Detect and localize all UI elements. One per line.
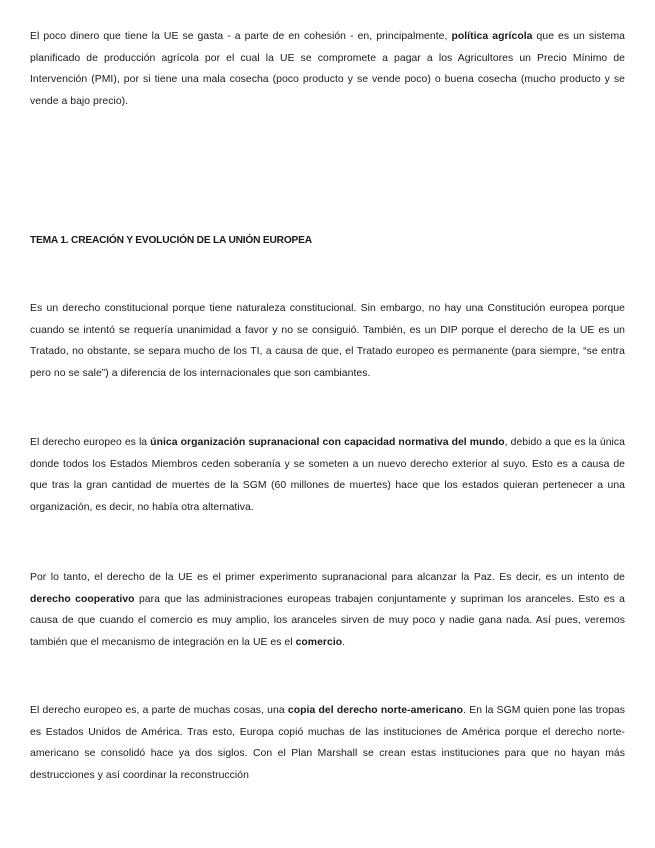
text-segment: . [342,636,346,648]
text-segment: que es un sistema planificado de producción agrícola por el cual la UE se compromete a pagar a los Agricultores un Precio Mínimo de Intervención (PMI), por si tiene una mala cosecha (poco producto y se vende poco) o buena cosecha (mucho producto y se vende a bajo precio). [30,31,625,107]
text-segment: El derecho europeo es la [30,437,151,448]
bold-term-unica-organizacion: única organización supranacional con capacidad normativa del mundo [150,437,505,448]
paragraph-copia-derecho-norteamericano [30,700,625,786]
bold-term-copia-derecho: copia del derecho norte-americano [287,705,464,716]
paragraph-politica-agricola [30,26,625,112]
paragraph-organizacion-supranacional [30,432,625,518]
bold-term-comercio: comercio [295,636,343,648]
section-heading: TEMA 1. CREACIÓN Y EVOLUCIÓN DE LA UNIÓN EUROPEA [30,235,312,246]
text-segment: . En la SGM quien pone las tropas es Estados Unidos de América. Tras esto, Europa copió muchas de las instituciones de América porque el derecho norte-americano se consolidó hace ya dos siglos. Con el Plan Marshall se crean estas instituciones para que no hayan más destrucciones y así coordinar la reconstrucción [30,705,625,781]
text-segment: El derecho europeo es, a parte de muchas cosas, una [30,705,288,716]
text-segment: El poco dinero que tiene la UE se gasta - a parte de en cohesión - en, principalmente, [30,31,452,42]
bold-term-politica-agricola: política agrícola [451,31,533,42]
text-segment: Es un derecho constitucional porque tiene naturaleza constitucional. Sin embargo, no hay una Constitución europea porque cuando se intentó se requería unanimidad a favor y no se consiguió. También, es un DIP porque el derecho de la UE es un Tratado, no obstante, se separa mucho de los TI, a causa de que, el Tratado europeo es permanente (para siempre, “se entra pero no se sale”) a diferencia de los internacionales que son cambiantes. [30,303,625,379]
paragraph-derecho-cooperativo [30,567,625,653]
text-segment: para que las administraciones europeas trabajen conjuntamente y supriman los aranceles. Esto es a causa de que cuando el comercio es muy amplio, los aranceles sirven de muy poco y nadie gana nada. Así pues, veremos también que el mecanismo de integración en la UE es el [30,593,626,648]
bold-term-derecho-cooperativo: derecho cooperativo [30,593,135,605]
paragraph-derecho-constitucional [30,298,625,384]
text-segment: , debido a que es la única donde todos los Estados Miembros ceden soberanía y se someten a un nuevo derecho exterior al suyo. Esto es a causa de que tras la gran cantidad de muertes de la SGM (60 millones de muertes) hace que los estados quieran pertenecer a una organización, es decir, no había otra alternativa. [30,437,625,513]
text-segment: Por lo tanto, el derecho de la UE es el primer experimento supranacional para alcanzar la Paz. Es decir, es un intento de [30,572,625,583]
